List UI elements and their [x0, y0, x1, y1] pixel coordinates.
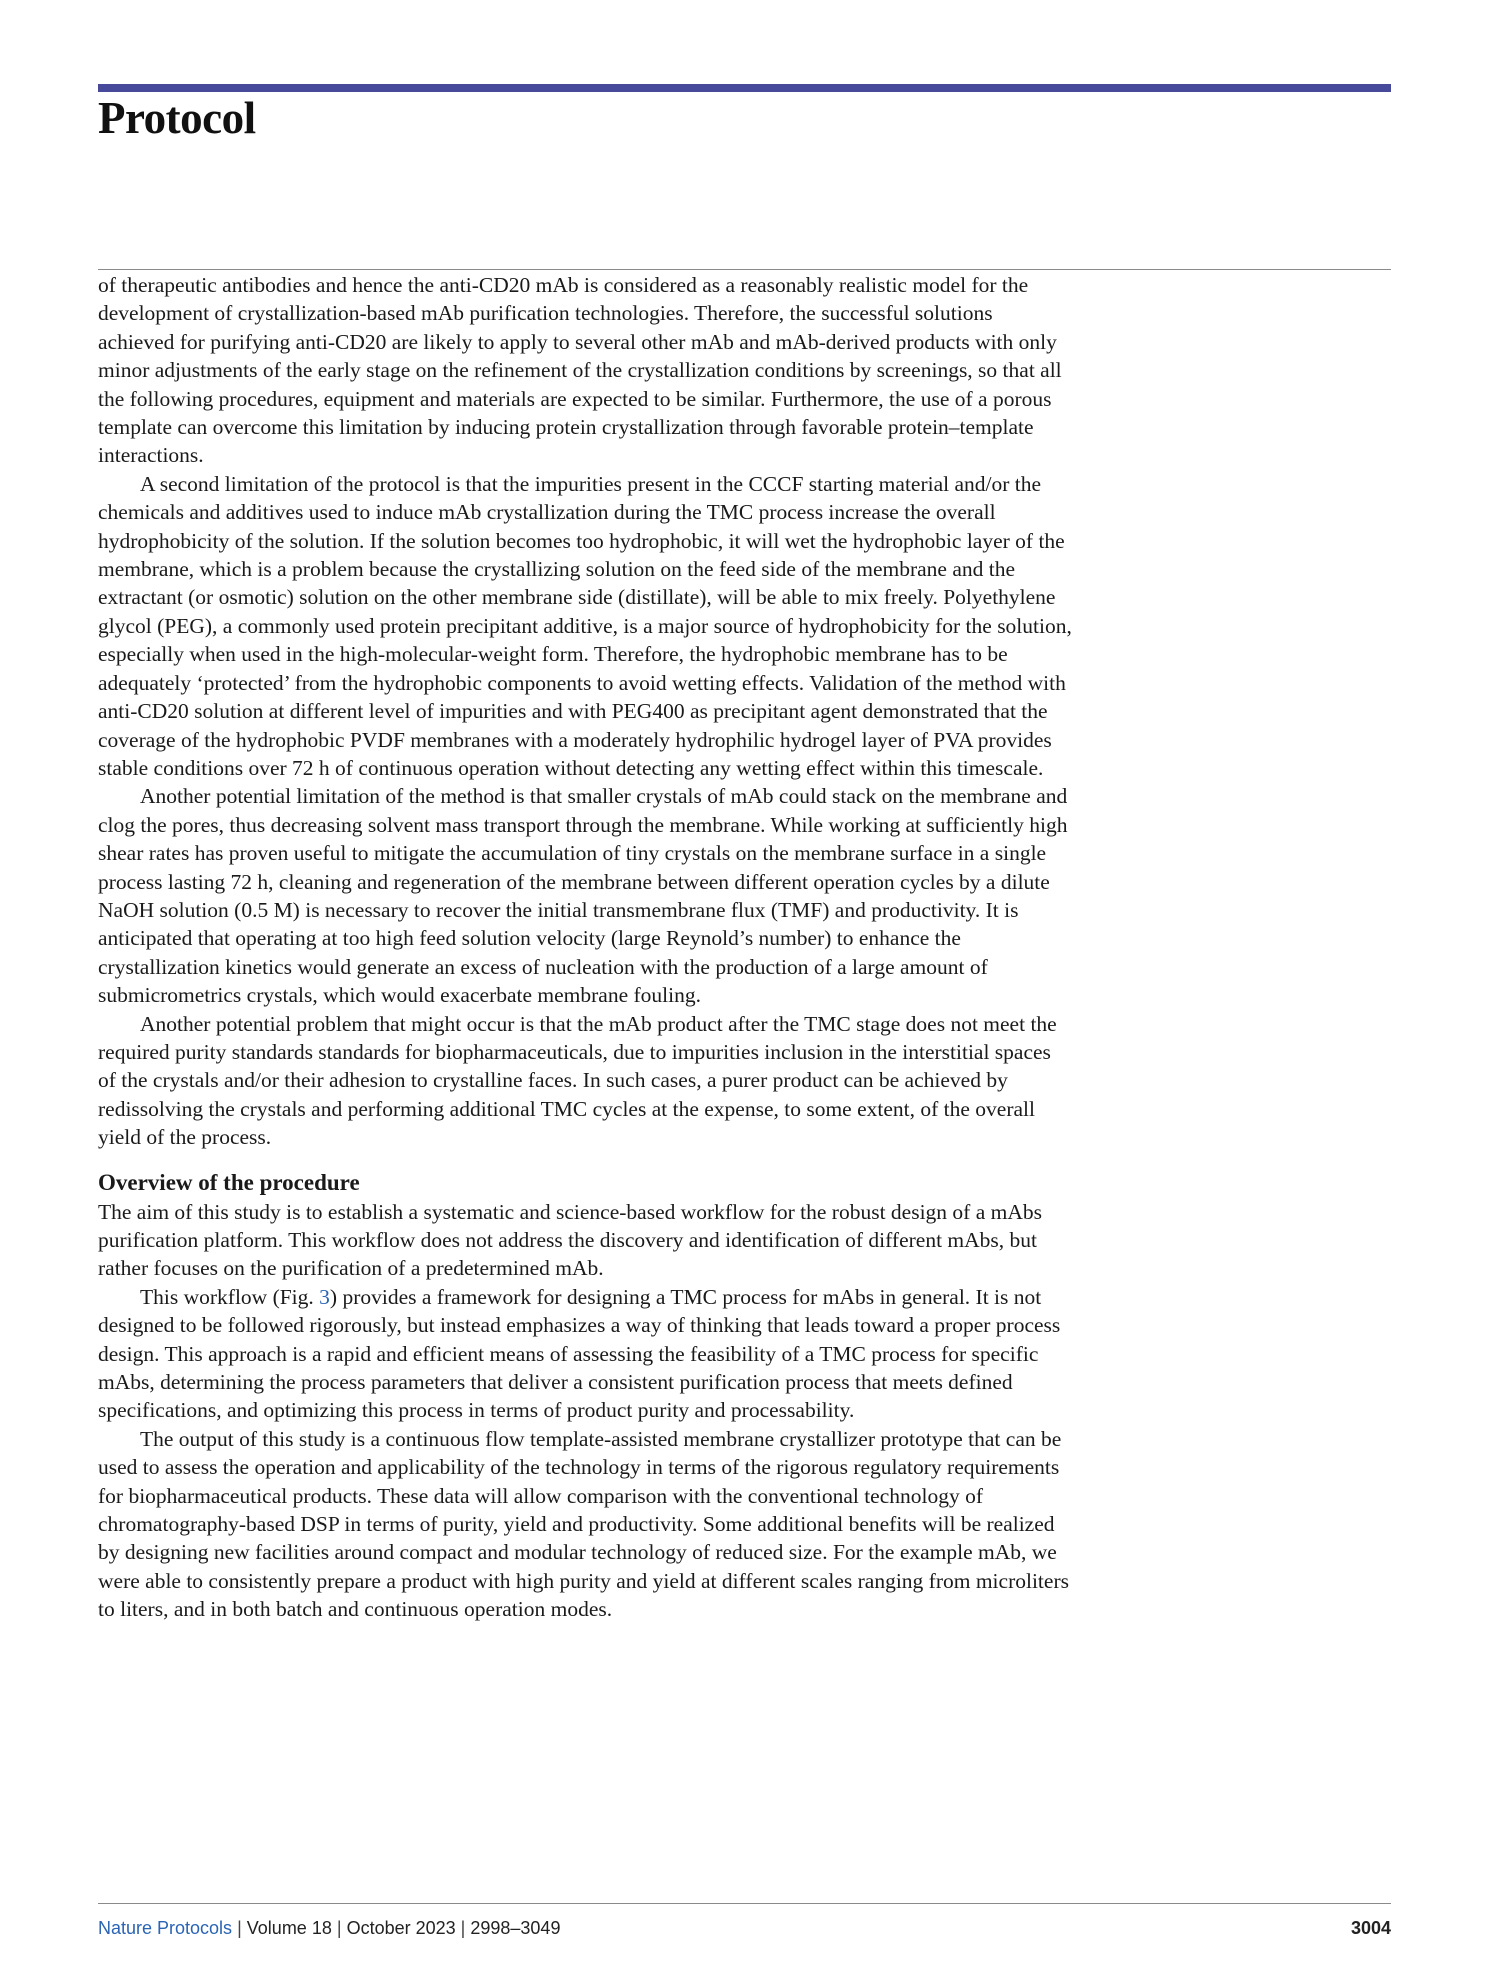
header-divider: [98, 269, 1391, 270]
page-range: 2998–3049: [470, 1918, 561, 1938]
page-footer: [98, 1918, 1391, 1948]
issue-date: October 2023: [346, 1918, 456, 1938]
footer-separator: |: [237, 1918, 242, 1938]
body-paragraph-limitation-2: A second limitation of the protocol is that the impurities present in the CCCF starting material and/or the chemicals and additives used to induce mAb crystallization during the TMC process increase the overall hydrophobicity of the solution. If the solution becomes too hydrophobic, it will wet the hydrophobic layer of the membrane, which is a problem because the crystallizing solution on the feed side of the membrane and the extractant (or osmotic) solution on the other membrane side (distillate), will be able to mix freely. Polyethylene glycol (PEG), a commonly used protein precipitant additive, is a major source of hydrophobicity for the solution, especially when used in the high-molecular-weight form. Therefore, the hydrophobic membrane has to be adequately ‘protected’ from the hydrophobic components to avoid wetting effects. Validation of the method with anti-CD20 solution at different level of impurities and with PEG400 as precipitant agent demonstrated that the coverage of the hydrophobic PVDF membranes with a moderately hydrophilic hydrogel layer of PVA provides stable conditions over 72 h of continuous operation without detecting any wetting effect within this timescale.: [98, 471, 1072, 780]
article-body: [98, 271, 1073, 1624]
volume-text: Volume 18: [246, 1918, 332, 1938]
body-paragraph-limitation-3: Another potential limitation of the method is that smaller crystals of mAb could stack on the membrane and clog the pores, thus decreasing solvent mass transport through the membrane. While working at sufficiently high shear rates has proven useful to mitigate the accumulation of tiny crystals on the membrane surface in a single process lasting 72 h, cleaning and regeneration of the membrane between different operation cycles by a dilute NaOH solution (0.5 M) is necessary to recover the initial transmembrane flux (TMF) and productivity. It is anticipated that operating at too high feed solution velocity (large Reynold’s number) to enhance the crystallization kinetics would generate an excess of nucleation with the production of a large amount of submicrometrics crystals, which would exacerbate membrane fouling.: [98, 784, 1068, 1008]
overview-p2-text-end: ) provides a framework for designing a TMC process for mAbs in general. It is not designed to be followed rigorously, but instead emphasizes a way of thinking that leads toward a proper process design. This approach is a rapid and efficient means of assessing the feasibility of a TMC process for specific mAbs, determining the process parameters that deliver a consistent purification process that meets defined specifications, and optimizing this process in terms of product purity and processability.: [98, 1284, 1061, 1423]
overview-paragraph-2: [98, 1283, 1073, 1425]
figure-3-link[interactable]: 3: [319, 1284, 330, 1309]
footer-divider: [98, 1903, 1391, 1904]
section-label: Protocol: [98, 93, 256, 143]
footer-separator: |: [460, 1918, 466, 1938]
journal-name-link[interactable]: Nature Protocols: [98, 1918, 233, 1938]
overview-paragraph-1: The aim of this study is to establish a systematic and science-based workflow for the robust design of a mAbs purification platform. This workflow does not address the discovery and identification of different mAbs, but rather focuses on the purification of a predetermined mAb.: [98, 1199, 1043, 1281]
body-paragraph-limitation-4: Another potential problem that might occur is that the mAb product after the TMC stage does not meet the required purity standards standards for biopharmaceuticals, due to impurities inclusion in the interstitial spaces of the crystals and/or their adhesion to crystalline faces. In such cases, a purer product can be achieved by redissolving the crystals and performing additional TMC cycles at the expense, to some extent, of the overall yield of the process.: [98, 1011, 1057, 1150]
footer-separator: |: [336, 1918, 342, 1938]
page-number: 3004: [1350, 1918, 1391, 1938]
overview-p2-text-start: This workflow (Fig.: [140, 1284, 320, 1309]
overview-paragraph-3: The output of this study is a continuous flow template-assisted membrane crystallizer prototype that can be used to assess the operation and applicability of the technology in terms of the rigorous regulatory requirements for biopharmaceutical products. These data will allow comparison with the conventional technology of chromatography-based DSP in terms of purity, yield and productivity. Some additional benefits will be realized by designing new facilities around compact and modular technology of reduced size. For the example mAb, we were able to consistently prepare a product with high purity and yield at different scales ranging from microliters to liters, and in both batch and continuous operation modes.: [98, 1426, 1069, 1622]
header-accent-bar: [98, 84, 1391, 92]
section-heading-overview: Overview of the procedure: [98, 1169, 360, 1195]
body-paragraph-continued: of therapeutic antibodies and hence the anti-CD20 mAb is considered as a reasonably realistic model for the development of crystallization-based mAb purification technologies. Therefore, the successful solutions achieved for purifying anti-CD20 are likely to apply to several other mAb and mAb-derived products with only minor adjustments of the early stage on the refinement of the crystallization conditions by screenings, so that all the following procedures, equipment and materials are expected to be similar. Furthermore, the use of a porous template can overcome this limitation by inducing protein crystallization through favorable protein–template interactions.: [98, 273, 1062, 468]
